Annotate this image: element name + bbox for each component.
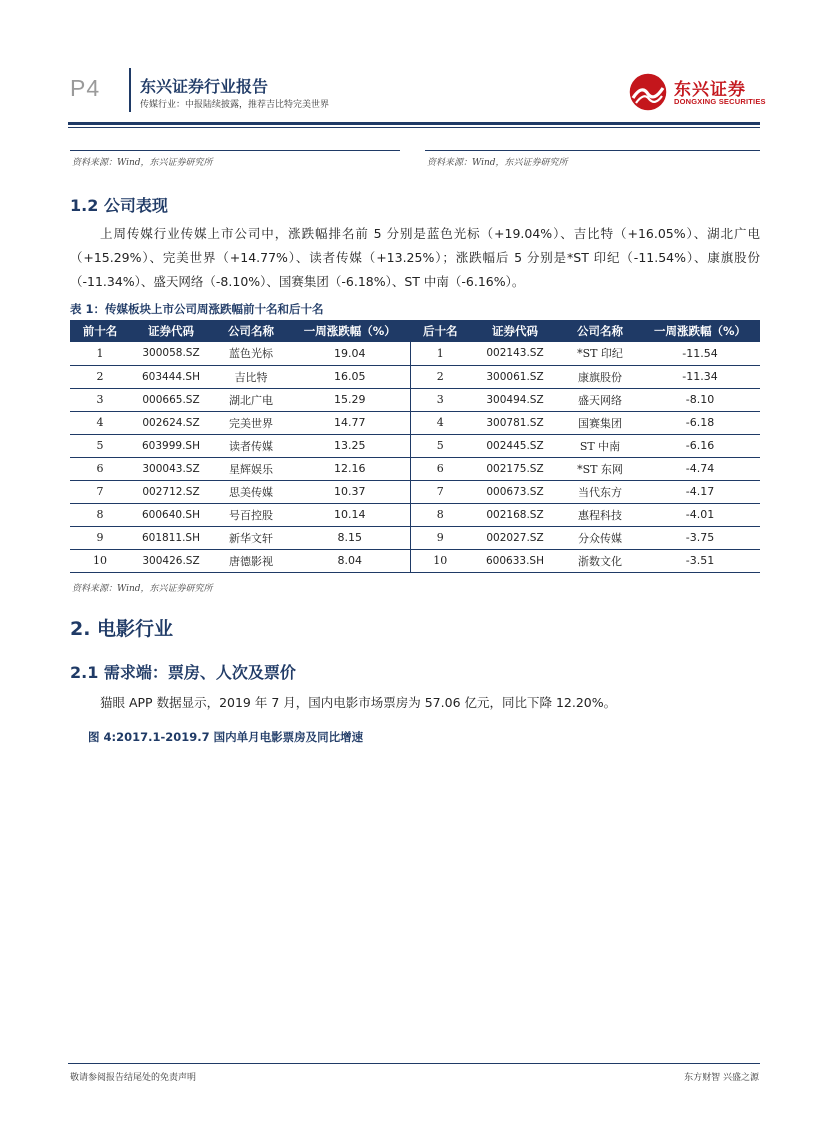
table-cell: 8.04 <box>290 549 410 572</box>
table-cell: -11.34 <box>640 365 760 388</box>
table-row <box>70 503 760 526</box>
table-cell: 000673.SZ <box>470 480 560 503</box>
footer-slogan: 东方财智 兴盛之源 <box>684 1073 759 1083</box>
table-cell: 002445.SZ <box>470 434 560 457</box>
report-subtitle: 传媒行业：中报陆续披露，推荐吉比特完美世界 <box>140 100 330 110</box>
table-cell: 3 <box>410 388 470 411</box>
table-header-cell: 前十名 <box>70 320 130 342</box>
table-cell: -6.16 <box>640 434 760 457</box>
table-cell: 7 <box>70 480 130 503</box>
section-1-2-paragraph: 上周传媒行业传媒上市公司中，涨跌幅排名前 5 分别是蓝色光标（+19.04%）、吉比特（+16.05%）、湖北广电（+15.29%）、完美世界（+14.77%）、读者传媒（+13.25%）；涨跌幅后 5 分别是*ST 印纪（-11.54%）、康旗股份（-11.34%）、盛天网络（-8.10%）、国赛集团（-6.18%）、ST 中南（-6.16%）。 <box>70 226 760 289</box>
table-cell: 8 <box>70 503 130 526</box>
source-rule <box>425 150 760 151</box>
table-cell: -11.54 <box>640 342 760 365</box>
table-cell: -4.01 <box>640 503 760 526</box>
logo-chinese-text: 东兴证券 <box>674 80 746 100</box>
table-cell: 盛天网络 <box>560 388 640 411</box>
table-cell: 9 <box>410 526 470 549</box>
table-cell: 603444.SH <box>130 365 212 388</box>
table-cell: 思美传媒 <box>212 480 290 503</box>
source-text: 资料来源：Wind，东兴证券研究所 <box>427 158 568 168</box>
top-source-left <box>70 150 400 170</box>
table-cell: 300043.SZ <box>130 457 212 480</box>
table-cell: 002712.SZ <box>130 480 212 503</box>
table-header-cell: 证券代码 <box>470 320 560 342</box>
table-cell: 10 <box>70 549 130 572</box>
table-cell: 浙数文化 <box>560 549 640 572</box>
table-header-cell: 一周涨跌幅（%） <box>640 320 760 342</box>
table-cell: 300426.SZ <box>130 549 212 572</box>
table-cell: 当代东方 <box>560 480 640 503</box>
table-cell: 4 <box>70 411 130 434</box>
table-cell: 300058.SZ <box>130 342 212 365</box>
table-row <box>70 411 760 434</box>
table-cell: 16.05 <box>290 365 410 388</box>
table-cell: 9 <box>70 526 130 549</box>
table-cell: 国赛集团 <box>560 411 640 434</box>
table-cell: *ST 东网 <box>560 457 640 480</box>
table-cell: 号百控股 <box>212 503 290 526</box>
source-text: 资料来源：Wind，东兴证券研究所 <box>72 158 213 168</box>
table-cell: 惠程科技 <box>560 503 640 526</box>
section-heading-2-1: 2.1 需求端：票房、人次及票价 <box>70 663 296 682</box>
table-row <box>70 526 760 549</box>
table-cell: 300494.SZ <box>470 388 560 411</box>
table-cell: 2 <box>410 365 470 388</box>
table-cell: 5 <box>70 434 130 457</box>
table-cell: 601811.SH <box>130 526 212 549</box>
footer-disclaimer: 敬请参阅报告结尾处的免责声明 <box>70 1073 197 1083</box>
table-cell: 002143.SZ <box>470 342 560 365</box>
table-cell: *ST 印纪 <box>560 342 640 365</box>
table-cell: 8 <box>410 503 470 526</box>
table-cell: -4.17 <box>640 480 760 503</box>
footer-rule <box>68 1063 760 1064</box>
table-cell: 4 <box>410 411 470 434</box>
table-cell: 康旗股份 <box>560 365 640 388</box>
table-cell: 完美世界 <box>212 411 290 434</box>
table-row <box>70 342 760 365</box>
table-cell: 7 <box>410 480 470 503</box>
table-cell: 湖北广电 <box>212 388 290 411</box>
table-cell: 603999.SH <box>130 434 212 457</box>
table-cell: 19.04 <box>290 342 410 365</box>
table-cell: 002175.SZ <box>470 457 560 480</box>
table-row <box>70 549 760 572</box>
table-cell: 蓝色光标 <box>212 342 290 365</box>
table-cell: 唐德影视 <box>212 549 290 572</box>
table-1-source: 资料来源：Wind，东兴证券研究所 <box>72 584 213 594</box>
logo-emblem-icon <box>628 72 668 112</box>
table-cell: -4.74 <box>640 457 760 480</box>
figure-4-caption: 图 4:2017.1-2019.7 国内单月电影票房及同比增速 <box>88 730 364 744</box>
table-cell: 6 <box>410 457 470 480</box>
table-cell: 5 <box>410 434 470 457</box>
table-cell: 星辉娱乐 <box>212 457 290 480</box>
report-title: 东兴证券行业报告 <box>140 77 269 96</box>
source-rule <box>70 150 400 151</box>
table-cell: 14.77 <box>290 411 410 434</box>
header-rule-thin <box>68 127 760 128</box>
table-cell: 12.16 <box>290 457 410 480</box>
table-cell: ST 中南 <box>560 434 640 457</box>
page-number: P4 <box>70 75 101 101</box>
table-cell: 15.29 <box>290 388 410 411</box>
table-header-cell: 公司名称 <box>212 320 290 342</box>
header-separator <box>129 68 131 112</box>
table-cell: 分众传媒 <box>560 526 640 549</box>
table-cell: 002168.SZ <box>470 503 560 526</box>
table-cell: 吉比特 <box>212 365 290 388</box>
table-cell: 1 <box>70 342 130 365</box>
table-cell: 300061.SZ <box>470 365 560 388</box>
section-heading-1-2: 1.2 公司表现 <box>70 196 168 215</box>
company-logo <box>628 72 768 112</box>
table-cell: 600640.SH <box>130 503 212 526</box>
table-cell: 6 <box>70 457 130 480</box>
table-cell: 002027.SZ <box>470 526 560 549</box>
header-rule-thick <box>68 122 760 125</box>
top-source-right <box>425 150 760 170</box>
table-cell: 8.15 <box>290 526 410 549</box>
table-cell: 600633.SH <box>470 549 560 572</box>
table-row <box>70 457 760 480</box>
table-cell: 10.14 <box>290 503 410 526</box>
table-cell: 新华文轩 <box>212 526 290 549</box>
table-cell: 2 <box>70 365 130 388</box>
table-cell: 002624.SZ <box>130 411 212 434</box>
table-header-cell: 一周涨跌幅（%） <box>290 320 410 342</box>
table-cell: 10.37 <box>290 480 410 503</box>
table-cell: 000665.SZ <box>130 388 212 411</box>
ranking-table <box>70 320 760 573</box>
table-row <box>70 388 760 411</box>
table-cell: -3.51 <box>640 549 760 572</box>
table-cell: 10 <box>410 549 470 572</box>
table-1-caption: 表 1：传媒板块上市公司周涨跌幅前十名和后十名 <box>70 302 324 316</box>
table-row <box>70 434 760 457</box>
table-cell: 读者传媒 <box>212 434 290 457</box>
section-2-1-paragraph: 猫眼 APP 数据显示，2019 年 7 月，国内电影市场票房为 57.06 亿元，同比下降 12.20%。 <box>100 695 617 710</box>
table-cell: 3 <box>70 388 130 411</box>
table-header-row <box>70 320 760 342</box>
table-cell: -3.75 <box>640 526 760 549</box>
table-header-cell: 证券代码 <box>130 320 212 342</box>
table-header-cell: 公司名称 <box>560 320 640 342</box>
logo-english-text: DONGXING SECURITIES <box>674 97 766 106</box>
table-cell: -8.10 <box>640 388 760 411</box>
table-cell: 1 <box>410 342 470 365</box>
section-heading-2: 2. 电影行业 <box>70 618 174 640</box>
table-cell: 300781.SZ <box>470 411 560 434</box>
page-header <box>0 0 827 130</box>
table-cell: 13.25 <box>290 434 410 457</box>
table-row <box>70 365 760 388</box>
table-header-cell: 后十名 <box>410 320 470 342</box>
table-row <box>70 480 760 503</box>
table-cell: -6.18 <box>640 411 760 434</box>
